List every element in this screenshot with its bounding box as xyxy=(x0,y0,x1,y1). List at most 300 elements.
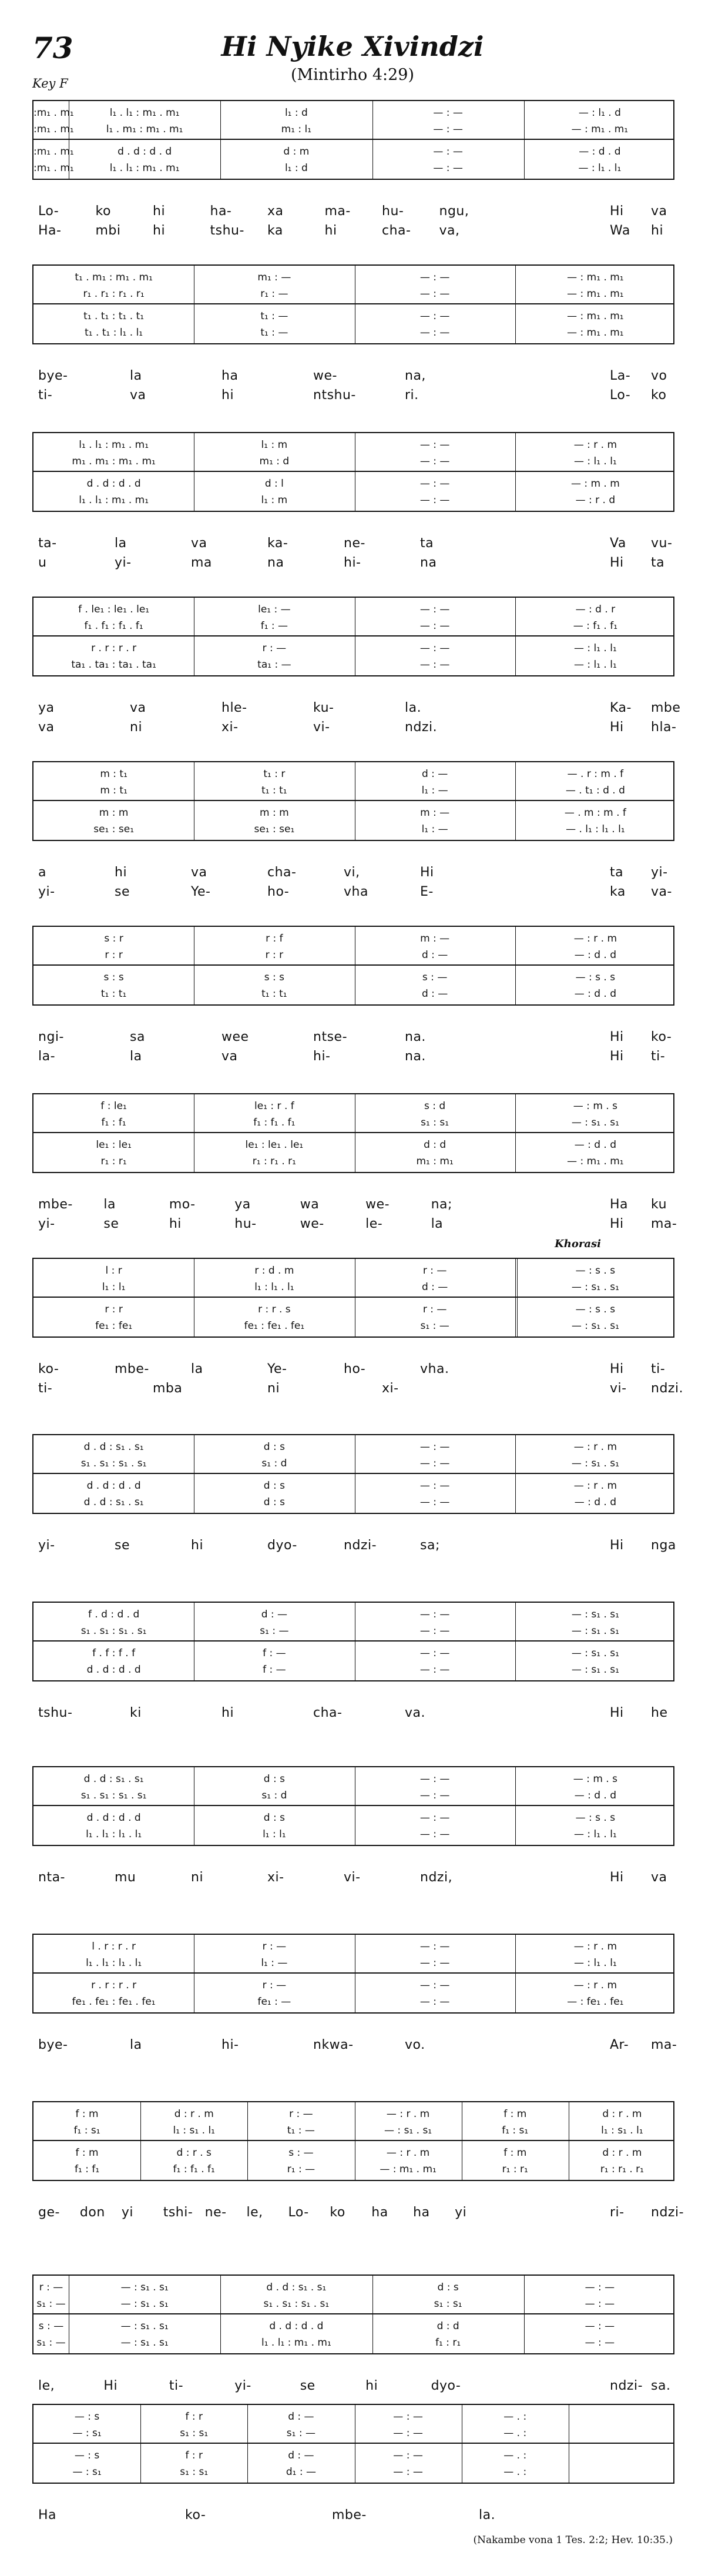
measure-notes xyxy=(569,2447,676,2464)
measure-notes: m : t₁ xyxy=(100,768,127,780)
lyric-syllable: sa; xyxy=(420,1538,440,1553)
measure-notes: se₁ : se₁ xyxy=(93,823,135,835)
measure-notes: — . t₁ : d . d xyxy=(565,785,625,796)
lyric-syllable: we- xyxy=(300,1217,324,1231)
lyric-syllable: ka xyxy=(610,885,626,899)
lyric-syllable: Ha xyxy=(610,1197,629,1212)
voice-divider xyxy=(33,303,673,304)
measure-notes: — . l₁ : l₁ . l₁ xyxy=(566,823,625,835)
measure-notes: l₁ . l₁ : m₁ . m₁ xyxy=(261,2337,331,2349)
measure-notes: — : s₁ . s₁ xyxy=(120,2282,169,2293)
measure-notes: — : — xyxy=(419,642,450,654)
lyric-syllable: la xyxy=(115,536,127,551)
measure-notes: l₁ . l₁ : m₁ . m₁ xyxy=(109,162,180,174)
voice-row xyxy=(33,160,676,176)
lyric-syllable: hi- xyxy=(221,2038,239,2052)
measure-notes: s₁ : s₁ xyxy=(180,2466,209,2478)
lyric-syllable: ndzi- xyxy=(651,2205,684,2220)
music-system xyxy=(32,100,674,247)
voice-row xyxy=(33,143,676,160)
measure-notes: l₁ : — xyxy=(421,823,448,835)
measure-notes: t₁ : — xyxy=(287,2125,315,2136)
measure-notes: — : s₁ . s₁ xyxy=(571,1281,619,1293)
lyric-syllable: le, xyxy=(246,2205,263,2220)
voice-row xyxy=(33,1606,676,1623)
staff-box xyxy=(32,1766,674,1846)
voice-row xyxy=(33,2296,676,2312)
voice-row xyxy=(33,475,676,492)
lyric-syllable: ko xyxy=(651,388,667,403)
measure-notes: d : s xyxy=(437,2282,459,2293)
lyric-line xyxy=(32,2205,684,2224)
measure-notes: — : r . m xyxy=(386,2108,430,2120)
measure-notes: — : — xyxy=(419,272,450,283)
voice-row xyxy=(33,2318,676,2334)
voice-row xyxy=(33,2408,676,2425)
voice-row xyxy=(33,1455,676,1472)
lyric-syllable: hi xyxy=(221,1706,234,1720)
lyric-syllable: hu- xyxy=(382,204,404,219)
lyric-syllable: ndzi, xyxy=(420,1870,453,1885)
measure-notes: r₁ : r₁ . r₁ xyxy=(252,1155,296,1167)
lyric-syllable: ni xyxy=(130,720,143,735)
lyric-syllable: la. xyxy=(479,2508,496,2523)
measure-notes: m₁ : — xyxy=(257,272,291,283)
lyric-syllable: hi xyxy=(221,388,234,403)
lyric-syllable: va- xyxy=(651,885,672,899)
hymn-title: Hi Nyike Xivindzi xyxy=(221,31,484,62)
lyric-syllable: Hi xyxy=(420,865,434,880)
lyric-syllable: yi xyxy=(121,2205,133,2220)
lyric-syllable: yi- xyxy=(115,555,132,570)
voice-row xyxy=(33,1494,676,1510)
lyric-syllable: ko- xyxy=(651,1030,672,1044)
measure-notes: se₁ : se₁ xyxy=(254,823,295,835)
measure-notes: — : — xyxy=(419,659,450,671)
voice-divider xyxy=(33,635,673,637)
voice-row xyxy=(33,930,676,947)
lyric-syllable: ta- xyxy=(38,536,57,551)
measure-notes: f₁ . f₁ : f₁ . f₁ xyxy=(84,620,143,632)
measure-notes: r : — xyxy=(262,1941,287,1952)
lyric-syllable: ti- xyxy=(169,2379,184,2393)
voice-row xyxy=(33,947,676,963)
measure-notes: s₁ : — xyxy=(420,1320,449,1332)
measure-notes: s₁ : — xyxy=(260,1625,289,1637)
lyric-syllable: Wa xyxy=(610,223,630,238)
measure-notes: f₁ : f₁ . f₁ xyxy=(253,1117,296,1128)
measure-notes: r₁ : — xyxy=(260,288,288,300)
measure-notes: — : — xyxy=(585,2320,615,2332)
lyric-syllable: ndzi- xyxy=(610,2379,643,2393)
lyric-syllable: nga xyxy=(651,1538,676,1553)
lyric-syllable: ma- xyxy=(651,1217,677,1231)
voice-row xyxy=(33,2334,676,2351)
measure-notes: — : s₁ . s₁ xyxy=(571,1458,619,1469)
measure-notes xyxy=(569,2464,676,2480)
measure-notes: r : — xyxy=(422,1265,447,1277)
lyric-syllable: Hi xyxy=(610,204,624,219)
measure-notes: — : — xyxy=(433,107,463,119)
measure-notes: :m₁ . m₁ xyxy=(33,146,74,158)
measure-notes: — : — xyxy=(419,604,450,615)
measure-notes: r . r : r . r xyxy=(91,642,137,654)
lyric-syllable: we- xyxy=(365,1197,390,1212)
measure-notes: t₁ : t₁ xyxy=(261,988,287,1000)
measure-notes: — : — xyxy=(419,1441,450,1453)
voice-row xyxy=(33,1771,676,1787)
voice-row xyxy=(33,2145,676,2161)
voice-row xyxy=(33,1810,676,1826)
staff-box xyxy=(32,264,674,344)
measure-notes: r : — xyxy=(39,2282,63,2293)
measure-notes: s : — xyxy=(422,972,448,983)
measure-notes: — : s . s xyxy=(575,1304,616,1315)
measure-notes: f . f : f . f xyxy=(92,1647,136,1659)
lyric-syllable: ne- xyxy=(344,536,365,551)
lyric-syllable: wee xyxy=(221,1030,249,1044)
music-system xyxy=(32,761,674,908)
staff-box xyxy=(32,761,674,841)
staff-box xyxy=(32,2101,674,2181)
lyric-syllable: va xyxy=(651,204,667,219)
lyric-line xyxy=(32,1381,684,1400)
measure-notes: r : f xyxy=(266,933,283,944)
lyric-syllable: va xyxy=(221,1049,238,1064)
measure-notes: r₁ : — xyxy=(287,2163,315,2175)
lyric-syllable: ha xyxy=(371,2205,388,2220)
measure-notes: — : l₁ . d xyxy=(578,107,621,119)
lyric-syllable: Ka- xyxy=(610,701,632,715)
lyric-syllable: na xyxy=(420,555,437,570)
measure-notes: — : — xyxy=(419,1957,450,1969)
lyric-line xyxy=(32,1538,674,1557)
measure-notes: d . d : s₁ . s₁ xyxy=(266,2282,327,2293)
lyric-syllable: mu xyxy=(115,1870,136,1885)
measure-notes: s : s xyxy=(264,972,284,983)
measure-notes: s₁ : d xyxy=(261,1458,287,1469)
measure-notes: — : s xyxy=(74,2450,100,2461)
measure-notes: — : m₁ . m₁ xyxy=(567,327,624,339)
measure-notes: — : s₁ . s₁ xyxy=(120,2337,169,2349)
measure-notes: s₁ : s₁ xyxy=(180,2427,209,2439)
measure-notes: l₁ : — xyxy=(421,785,448,796)
lyric-syllable: ha xyxy=(413,2205,430,2220)
music-system xyxy=(32,597,681,743)
lyric-line xyxy=(32,1049,674,1068)
measure-notes: t₁ : r xyxy=(263,768,286,780)
staff-box xyxy=(32,1093,674,1173)
staff-box xyxy=(32,100,674,180)
measure-notes: m : — xyxy=(420,807,450,819)
measure-notes: — : fe₁ . fe₁ xyxy=(567,1996,624,2008)
measure-notes: — : — xyxy=(585,2298,615,2310)
lyric-syllable: la xyxy=(191,1362,203,1376)
lyric-syllable: hi xyxy=(324,223,337,238)
measure-notes: l₁ : d xyxy=(284,162,308,174)
lyric-syllable: mba xyxy=(153,1381,183,1396)
lyric-syllable: va xyxy=(651,1870,667,1885)
lyric-syllable: la xyxy=(130,2038,142,2052)
lyric-syllable: hle- xyxy=(221,701,247,715)
lyric-syllable: se xyxy=(115,885,130,899)
measure-notes: l₁ : m xyxy=(261,494,288,506)
voice-row xyxy=(33,2425,676,2441)
measure-notes: — : — xyxy=(393,2427,423,2439)
measure-notes: r : — xyxy=(289,2108,313,2120)
lyric-syllable: ki xyxy=(130,1706,142,1720)
measure-notes: — : — xyxy=(393,2450,423,2461)
lyric-syllable: hi- xyxy=(313,1049,331,1064)
measure-notes: d : m xyxy=(283,146,310,158)
voice-divider xyxy=(33,1640,673,1642)
measure-notes: — . : xyxy=(503,2466,527,2478)
lyric-syllable: hi xyxy=(153,223,166,238)
measure-notes: — : — xyxy=(419,1790,450,1801)
measure-notes: — . : xyxy=(503,2427,527,2439)
measure-notes: d : r . s xyxy=(176,2147,212,2159)
voice-row xyxy=(33,1938,676,1955)
measure-notes: — : s₁ . s₁ xyxy=(571,1625,619,1637)
lyric-syllable: ntshu- xyxy=(313,388,356,403)
measure-notes: f : le₁ xyxy=(100,1100,127,1112)
lyric-syllable: va, xyxy=(439,223,460,238)
staff-box xyxy=(32,1258,674,1338)
measure-notes: — : r . m xyxy=(573,1441,617,1453)
voice-divider xyxy=(33,471,673,472)
voice-divider xyxy=(33,1132,673,1133)
lyric-syllable: Ye- xyxy=(191,885,211,899)
measure-notes: l₁ . l₁ : m₁ . m₁ xyxy=(79,494,149,506)
measure-notes: fe₁ : fe₁ . fe₁ xyxy=(244,1320,305,1332)
lyric-syllable: Va xyxy=(610,536,626,551)
measure-notes: — : — xyxy=(433,123,463,135)
measure-notes: d : — xyxy=(421,768,448,780)
measure-notes xyxy=(569,2408,676,2425)
music-system xyxy=(32,1238,684,1405)
measure-notes: — : — xyxy=(419,1625,450,1637)
lyric-syllable: ge- xyxy=(38,2205,60,2220)
measure-notes: — : d . d xyxy=(574,988,617,1000)
voice-row xyxy=(33,1262,676,1279)
lyric-line xyxy=(32,1217,677,1235)
lyric-syllable: vi- xyxy=(344,1870,361,1885)
measure-notes: d . d : d . d xyxy=(118,146,172,158)
lyric-syllable: sa xyxy=(130,1030,145,1044)
voice-row xyxy=(33,782,676,799)
measure-notes: le₁ : le₁ . le₁ xyxy=(245,1139,304,1151)
lyric-syllable: hi xyxy=(191,1538,204,1553)
lyric-syllable: xi- xyxy=(382,1381,399,1396)
voice-row xyxy=(33,1318,676,1334)
measure-notes: :m₁ . m₁ xyxy=(33,123,74,135)
lyric-syllable: ti- xyxy=(38,1381,53,1396)
lyric-syllable: vi- xyxy=(610,1381,627,1396)
measure-notes: — : m . s xyxy=(573,1773,617,1785)
lyric-syllable: na. xyxy=(405,1030,426,1044)
measure-notes: f₁ : f₁ . f₁ xyxy=(173,2163,215,2175)
measure-notes: d . d : d . d xyxy=(86,478,141,490)
lyric-syllable: va xyxy=(130,388,146,403)
measure-notes: — : — xyxy=(419,310,450,322)
voice-row xyxy=(33,1994,676,2010)
voice-divider xyxy=(33,1473,673,1474)
voice-row xyxy=(33,1623,676,1639)
measure-notes: — : s₁ xyxy=(72,2427,102,2439)
measure-notes: s₁ : s₁ xyxy=(434,2298,462,2310)
lyric-syllable: se xyxy=(115,1538,130,1553)
lyric-syllable: tshu- xyxy=(210,223,244,238)
measure-notes xyxy=(569,2425,676,2441)
lyric-syllable: ku xyxy=(651,1197,667,1212)
measure-notes: — : l₁ . l₁ xyxy=(573,455,617,467)
measure-notes: r : r xyxy=(105,1304,123,1315)
lyric-syllable: vi, xyxy=(344,865,360,880)
measure-notes: r : — xyxy=(262,1979,287,1991)
lyric-line xyxy=(32,388,674,407)
voice-divider xyxy=(33,800,673,801)
lyric-syllable: ka- xyxy=(267,536,288,551)
music-system xyxy=(32,1602,674,1748)
lyric-syllable: mbe- xyxy=(115,1362,149,1376)
lyric-syllable: yi- xyxy=(38,1538,55,1553)
measure-notes: s : s xyxy=(103,972,124,983)
lyric-syllable: Hi xyxy=(610,1362,624,1376)
measure-notes: s : — xyxy=(38,2320,64,2332)
voice-row xyxy=(33,1098,676,1114)
lyric-line xyxy=(32,555,674,574)
measure-notes: f₁ : r₁ xyxy=(435,2337,461,2349)
voice-row xyxy=(33,969,676,986)
lyric-syllable: ti- xyxy=(651,1362,666,1376)
music-system xyxy=(32,2404,674,2551)
lyric-syllable: ha- xyxy=(210,204,232,219)
lyric-syllable: ngi- xyxy=(38,1030,64,1044)
measure-notes: f₁ : s₁ xyxy=(502,2125,529,2136)
measure-notes: d . d : d . d xyxy=(86,1812,141,1824)
lyric-line xyxy=(32,536,674,555)
lyric-syllable: Hi xyxy=(610,1706,624,1720)
measure-notes: le₁ : le₁ xyxy=(96,1139,132,1151)
measure-notes: — : s₁ . s₁ xyxy=(571,1320,619,1332)
measure-notes: le₁ : r . f xyxy=(254,1100,294,1112)
measure-notes: — : s . s xyxy=(575,1812,616,1824)
lyric-syllable: Hi xyxy=(610,555,624,570)
measure-notes: — : r . m xyxy=(573,1979,617,1991)
lyric-syllable: ko- xyxy=(185,2508,206,2523)
lyric-syllable: ma xyxy=(191,555,212,570)
voice-divider xyxy=(33,2313,673,2314)
measure-notes: — : — xyxy=(419,1496,450,1508)
lyric-syllable: vo xyxy=(651,369,667,383)
voice-row xyxy=(33,2464,676,2480)
measure-notes: — : d . d xyxy=(574,1139,617,1151)
lyric-syllable: na xyxy=(267,555,284,570)
staff-box xyxy=(32,597,674,676)
measure-notes: f . le₁ : le₁ . le₁ xyxy=(78,604,150,615)
measure-notes: r . r : r . r xyxy=(91,1979,137,1991)
lyric-syllable: xi- xyxy=(221,720,239,735)
lyric-line xyxy=(32,1870,674,1889)
measure-notes: l₁ : l₁ xyxy=(263,1828,286,1840)
lyric-syllable: Lo- xyxy=(610,388,631,403)
music-system xyxy=(32,1934,677,2081)
lyric-syllable: ko xyxy=(330,2205,345,2220)
lyric-syllable: ya xyxy=(234,1197,251,1212)
measure-notes: — : — xyxy=(433,162,463,174)
measure-notes: — : — xyxy=(585,2282,615,2293)
measure-notes: f : r xyxy=(185,2450,203,2461)
lyric-syllable: ta xyxy=(420,536,434,551)
measure-notes: r₁ : r₁ xyxy=(100,1155,127,1167)
lyric-syllable: mbi xyxy=(95,223,121,238)
measure-notes: s₁ . s₁ : s₁ . s₁ xyxy=(80,1790,147,1801)
measure-notes: f : m xyxy=(75,2147,99,2159)
lyric-syllable: va xyxy=(130,701,146,715)
voice-row xyxy=(33,286,676,302)
measure-notes: — : — xyxy=(419,1647,450,1659)
measure-notes: — : s₁ . s₁ xyxy=(120,2320,169,2332)
voice-row xyxy=(33,1153,676,1170)
lyric-syllable: ntse- xyxy=(313,1030,348,1044)
measure-notes: f . d : d . d xyxy=(88,1609,140,1620)
lyric-syllable: wa xyxy=(300,1197,320,1212)
measure-notes: f : m xyxy=(503,2147,527,2159)
lyric-syllable: ka xyxy=(267,223,283,238)
measure-notes: — : — xyxy=(585,2337,615,2349)
lyric-syllable: bye- xyxy=(38,2038,68,2052)
measure-notes: — : s₁ . s₁ xyxy=(120,2298,169,2310)
lyric-syllable: hi xyxy=(651,223,664,238)
lyric-syllable: na. xyxy=(405,1049,426,1064)
measure-notes: l₁ . l₁ : l₁ . l₁ xyxy=(86,1957,142,1969)
lyric-syllable: hla- xyxy=(651,720,677,735)
measure-notes: — : r . m xyxy=(573,439,617,451)
lyric-syllable: Hi xyxy=(610,1217,624,1231)
measure-notes: d : s xyxy=(263,1441,285,1453)
voice-divider xyxy=(33,1805,673,1806)
measure-notes: — : — xyxy=(419,494,450,506)
measure-notes: — : s₁ . s₁ xyxy=(571,1664,619,1676)
measure-notes: t₁ . t₁ : t₁ . t₁ xyxy=(83,310,145,322)
measure-notes: m : m xyxy=(99,807,129,819)
lyric-syllable: ma- xyxy=(651,2038,677,2052)
lyric-syllable: yi xyxy=(455,2205,467,2220)
measure-notes: s₁ . s₁ : s₁ . s₁ xyxy=(263,2298,330,2310)
measure-notes: s₁ : — xyxy=(36,2337,66,2349)
lyric-syllable: Ar- xyxy=(610,2038,629,2052)
hymn-number: 73 xyxy=(32,31,73,65)
lyric-syllable: va xyxy=(191,536,207,551)
lyric-syllable: vo. xyxy=(405,2038,425,2052)
music-system xyxy=(32,926,674,1073)
measure-notes: m₁ : m₁ xyxy=(416,1155,454,1167)
measure-notes: — : m₁ . m₁ xyxy=(567,310,624,322)
measure-notes: — : — xyxy=(419,1812,450,1824)
measure-notes: — : m₁ . m₁ xyxy=(571,123,629,135)
voice-row xyxy=(33,986,676,1002)
lyric-syllable: nta- xyxy=(38,1870,65,1885)
lyric-line xyxy=(32,2508,674,2527)
measure-notes: — : — xyxy=(419,327,450,339)
key-signature: Key F xyxy=(32,76,68,91)
measure-notes: — : d . d xyxy=(579,146,621,158)
measure-notes: — : — xyxy=(419,478,450,490)
lyric-syllable: ho- xyxy=(267,885,290,899)
measure-notes: d : r . m xyxy=(602,2147,642,2159)
voice-row xyxy=(33,2447,676,2464)
measure-notes: s₁ : s₁ xyxy=(421,1117,449,1128)
